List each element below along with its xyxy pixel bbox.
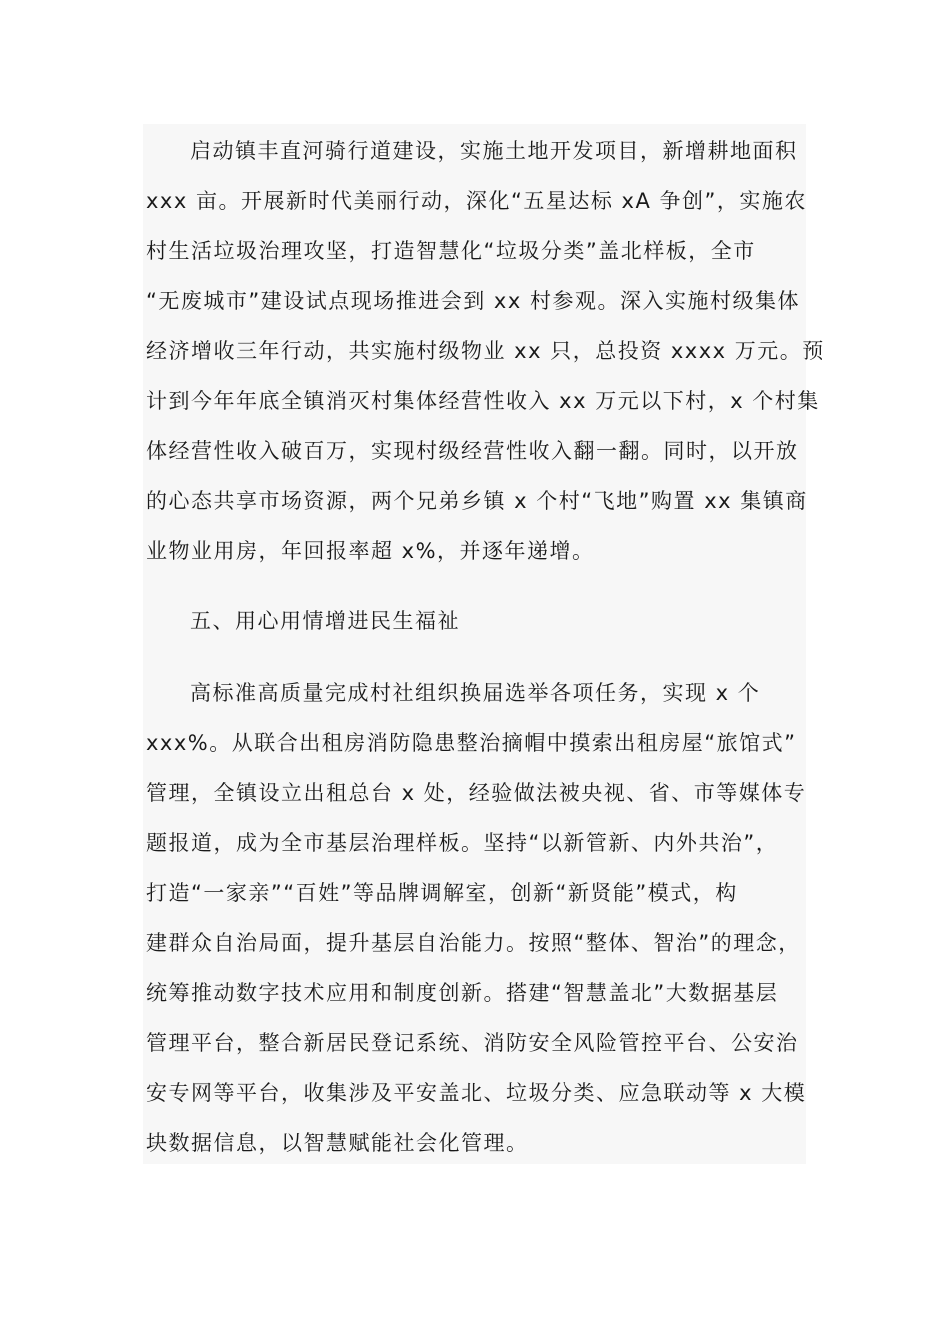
paragraph-1-line-4: “无废城市”建设试点现场推进会到 xx 村参观。深入实施村级集体 xyxy=(146,289,800,313)
paragraph-2-line-7: 统筹推动数字技术应用和制度创新。搭建“智慧盖北”大数据基层 xyxy=(146,981,779,1005)
paragraph-2-line-2: xxx%。从联合出租房消防隐患整治摘帽中摸索出租房屋“旅馆式” xyxy=(146,731,797,755)
paragraph-1-line-5: 经济增收三年行动，共实施村级物业 xx 只，总投资 xxxx 万元。预 xyxy=(146,339,825,363)
paragraph-2-line-6: 建群众自治局面，提升基层自治能力。按照“整体、智治”的理念， xyxy=(146,931,801,955)
paragraph-2-line-4: 题报道，成为全市基层治理样板。坚持“以新管新、内外共治”， xyxy=(146,831,779,855)
paragraph-1-line-9: 业物业用房，年回报率超 x%，并逐年递增。 xyxy=(146,539,595,563)
paragraph-1-line-3: 村生活垃圾治理攻坚，打造智慧化“垃圾分类”盖北样板，全市 xyxy=(146,239,756,263)
document-page xyxy=(143,124,806,1164)
paragraph-2-line-8: 管理平台，整合新居民登记系统、消防安全风险管控平台、公安治 xyxy=(146,1031,799,1055)
paragraph-2-line-1: 高标准高质量完成村社组织换届选举各项任务，实现 x 个 xyxy=(190,681,761,705)
paragraph-2-line-3: 管理，全镇设立出租总台 x 处，经验做法被央视、省、市等媒体专 xyxy=(146,781,807,805)
paragraph-1-line-7: 体经营性收入破百万，实现村级经营性收入翻一翻。同时，以开放 xyxy=(146,439,799,463)
paragraph-2-line-10: 块数据信息，以智慧赋能社会化管理。 xyxy=(146,1131,529,1155)
paragraph-1-line-6: 计到今年年底全镇消灭村集体经营性收入 xx 万元以下村，x 个村集 xyxy=(146,389,820,413)
paragraph-2-line-9: 安专网等平台，收集涉及平安盖北、垃圾分类、应急联动等 x 大模 xyxy=(146,1081,807,1105)
section-heading: 五、用心用情增进民生福祉 xyxy=(190,609,460,633)
paragraph-1-line-2: xxx 亩。开展新时代美丽行动，深化“五星达标 xA 争创”，实施农 xyxy=(146,189,807,213)
paragraph-1-line-1: 启动镇丰直河骑行道建设，实施土地开发项目，新增耕地面积 xyxy=(190,139,798,163)
paragraph-1-line-8: 的心态共享市场资源，两个兄弟乡镇 x 个村“飞地”购置 xx 集镇商 xyxy=(146,489,808,513)
paragraph-2-line-5: 打造“一家亲”“百姓”等品牌调解室，创新“新贤能”模式，构 xyxy=(146,881,738,905)
